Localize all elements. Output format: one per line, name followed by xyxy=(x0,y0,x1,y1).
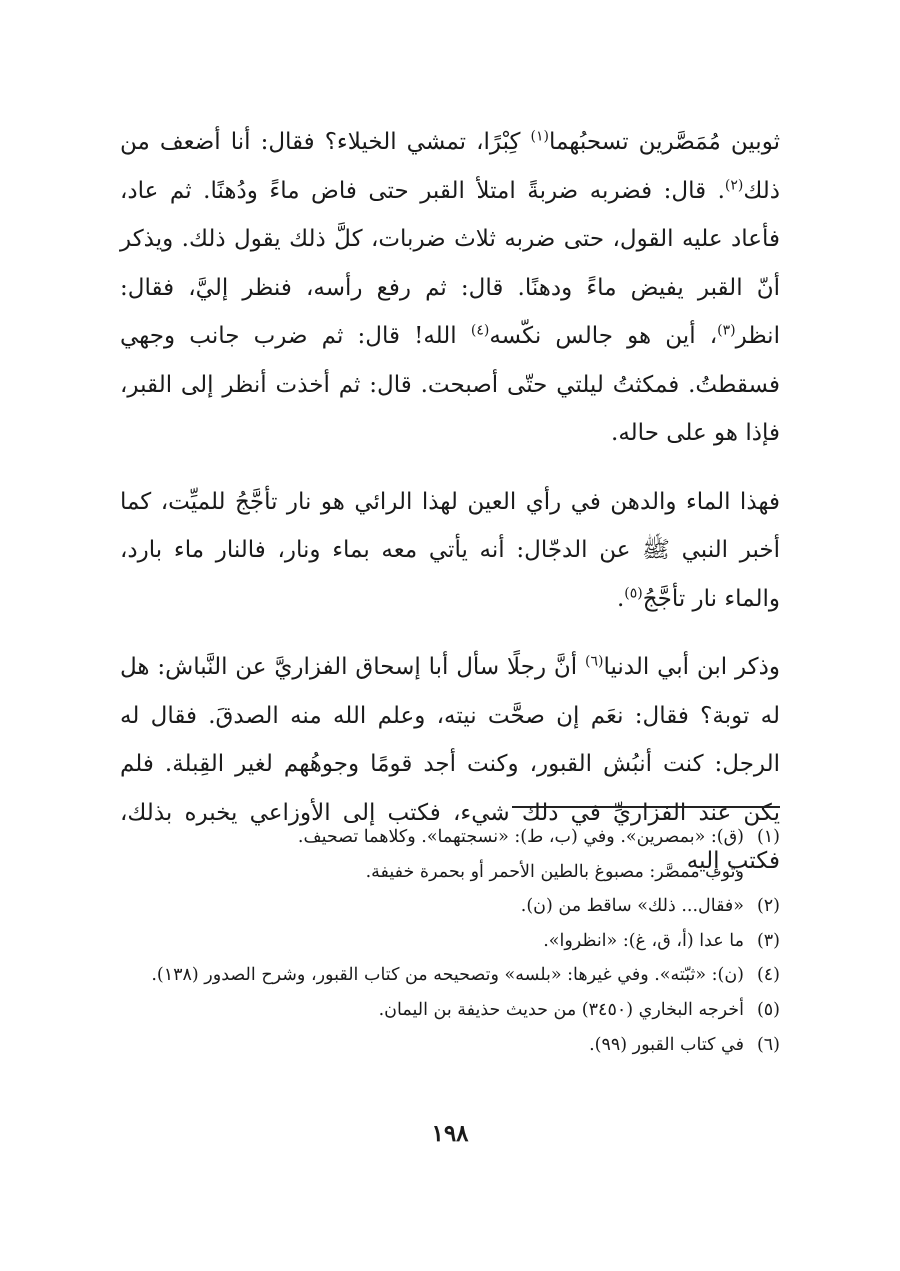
footnote-ref: (٢) xyxy=(724,176,744,193)
footnote-line: وثوب ممصَّر: مصبوغ بالطين الأحمر أو بحمرة خفيفة. xyxy=(365,861,744,882)
text-run: . xyxy=(616,585,625,612)
paragraph xyxy=(120,118,780,458)
footnote-text xyxy=(120,993,744,1028)
footnote-text xyxy=(120,958,744,993)
footnote-number: (٥) xyxy=(756,999,780,1020)
footnote-ref: (٤) xyxy=(470,322,490,339)
footnote-text xyxy=(120,924,744,959)
text-run: . قال: فضربه ضربةً امتلأ القبر حتى فاض ماءً ودُهنًا. ثم عاد، فأعاد عليه القول، حتى ضربه ثلاث ضربات، كلَّ ذلك يقول ذلك. ويذكر أنّ القبر يفيض ماءً ودهنًا. قال: ثم رفع رأسه، فنظر إليَّ، فقال: انظر xyxy=(120,177,780,349)
footnote xyxy=(120,1028,780,1063)
footnote-line: أخرجه البخاري (٣٤٥٠) من حديث حذيفة بن اليمان. xyxy=(378,999,744,1020)
text-run: ، أين هو جالس نكّسه xyxy=(489,323,718,349)
footnote-number: (٢) xyxy=(756,896,780,917)
text-run: وذكر ابن أبي الدنيا xyxy=(603,654,780,680)
footnote-number: (٤) xyxy=(756,965,780,986)
footnote-line: في كتاب القبور (٩٩). xyxy=(589,1034,744,1055)
footnote-ref: (١) xyxy=(530,128,549,145)
footnote-ref: (٥) xyxy=(624,584,643,601)
footnote-separator xyxy=(512,806,780,808)
footnote-text xyxy=(120,1028,744,1063)
text-run: أنَّ رجلًا سأل أبا إسحاق الفزاريَّ عن النَّباش: هل له توبة؟ فقال: نعَم إن صحَّت نيته، وعلم الله منه الصدقَ. فقال له الرجل: كنت أنبُش القبور، وكنت أجد قومًا وجوهُهم لغير القِبلة. فلم يكن عند الفزاريِّ في ذلك شيء، فكتب إلى الأوزاعي يخبره بذلك، فكتب إليه xyxy=(120,654,780,874)
footnote-ref: (٦) xyxy=(584,653,604,670)
footnote xyxy=(120,889,780,924)
footnote xyxy=(120,924,780,959)
footnote xyxy=(120,820,780,889)
footnote-line: (ق): «بمصرين». وفي (ب، ط): «نسجتهما». وكلاهما تصحيف. xyxy=(297,827,744,847)
main-text xyxy=(120,118,780,886)
text-run: كِبْرًا، تمشي الخيلاء؟ فقال: أنا أضعف من ذلك xyxy=(120,129,780,204)
text-run: ثوبين مُمَصَّرين تسحبُهما xyxy=(549,129,780,155)
footnote xyxy=(120,993,780,1028)
footnote-line: ما عدا (أ، ق، غ): «انظروا». xyxy=(543,930,744,951)
footnotes xyxy=(120,820,780,1062)
footnote-line: (ن): «ثبّته». وفي غيرها: «بلسه» وتصحيحه من كتاب القبور، وشرح الصدور (١٣٨). xyxy=(151,965,744,986)
page-number: ١٩٨ xyxy=(431,1120,469,1147)
footnote-number: (٦) xyxy=(756,1034,780,1055)
paragraph xyxy=(120,478,780,624)
footnote xyxy=(120,958,780,993)
footnote-ref: (٣) xyxy=(717,322,736,339)
footnote-number: (١) xyxy=(756,827,780,847)
footnote-text xyxy=(120,889,744,924)
text-run: فهذا الماء والدهن في رأي العين لهذا الرائي هو نار تأجَّجُ للميِّت، كما أخبر النبي ﷺ عن الدجّال: أنه يأتي معه بماء ونار، فالنار ماء بارد، والماء نار تأجَّجُ xyxy=(120,488,780,612)
footnote-text xyxy=(120,820,744,889)
footnote-line: «فقال... ذلك» ساقط من (ن). xyxy=(520,896,744,917)
text-run: الله! قال: ثم ضرب جانب وجهي فسقطتُ. فمكثتُ ليلتي حتّى أصبحت. قال: ثم أخذت أنظر إلى القبر، فإذا هو على حاله. xyxy=(120,323,780,446)
footnote-number: (٣) xyxy=(756,930,780,951)
